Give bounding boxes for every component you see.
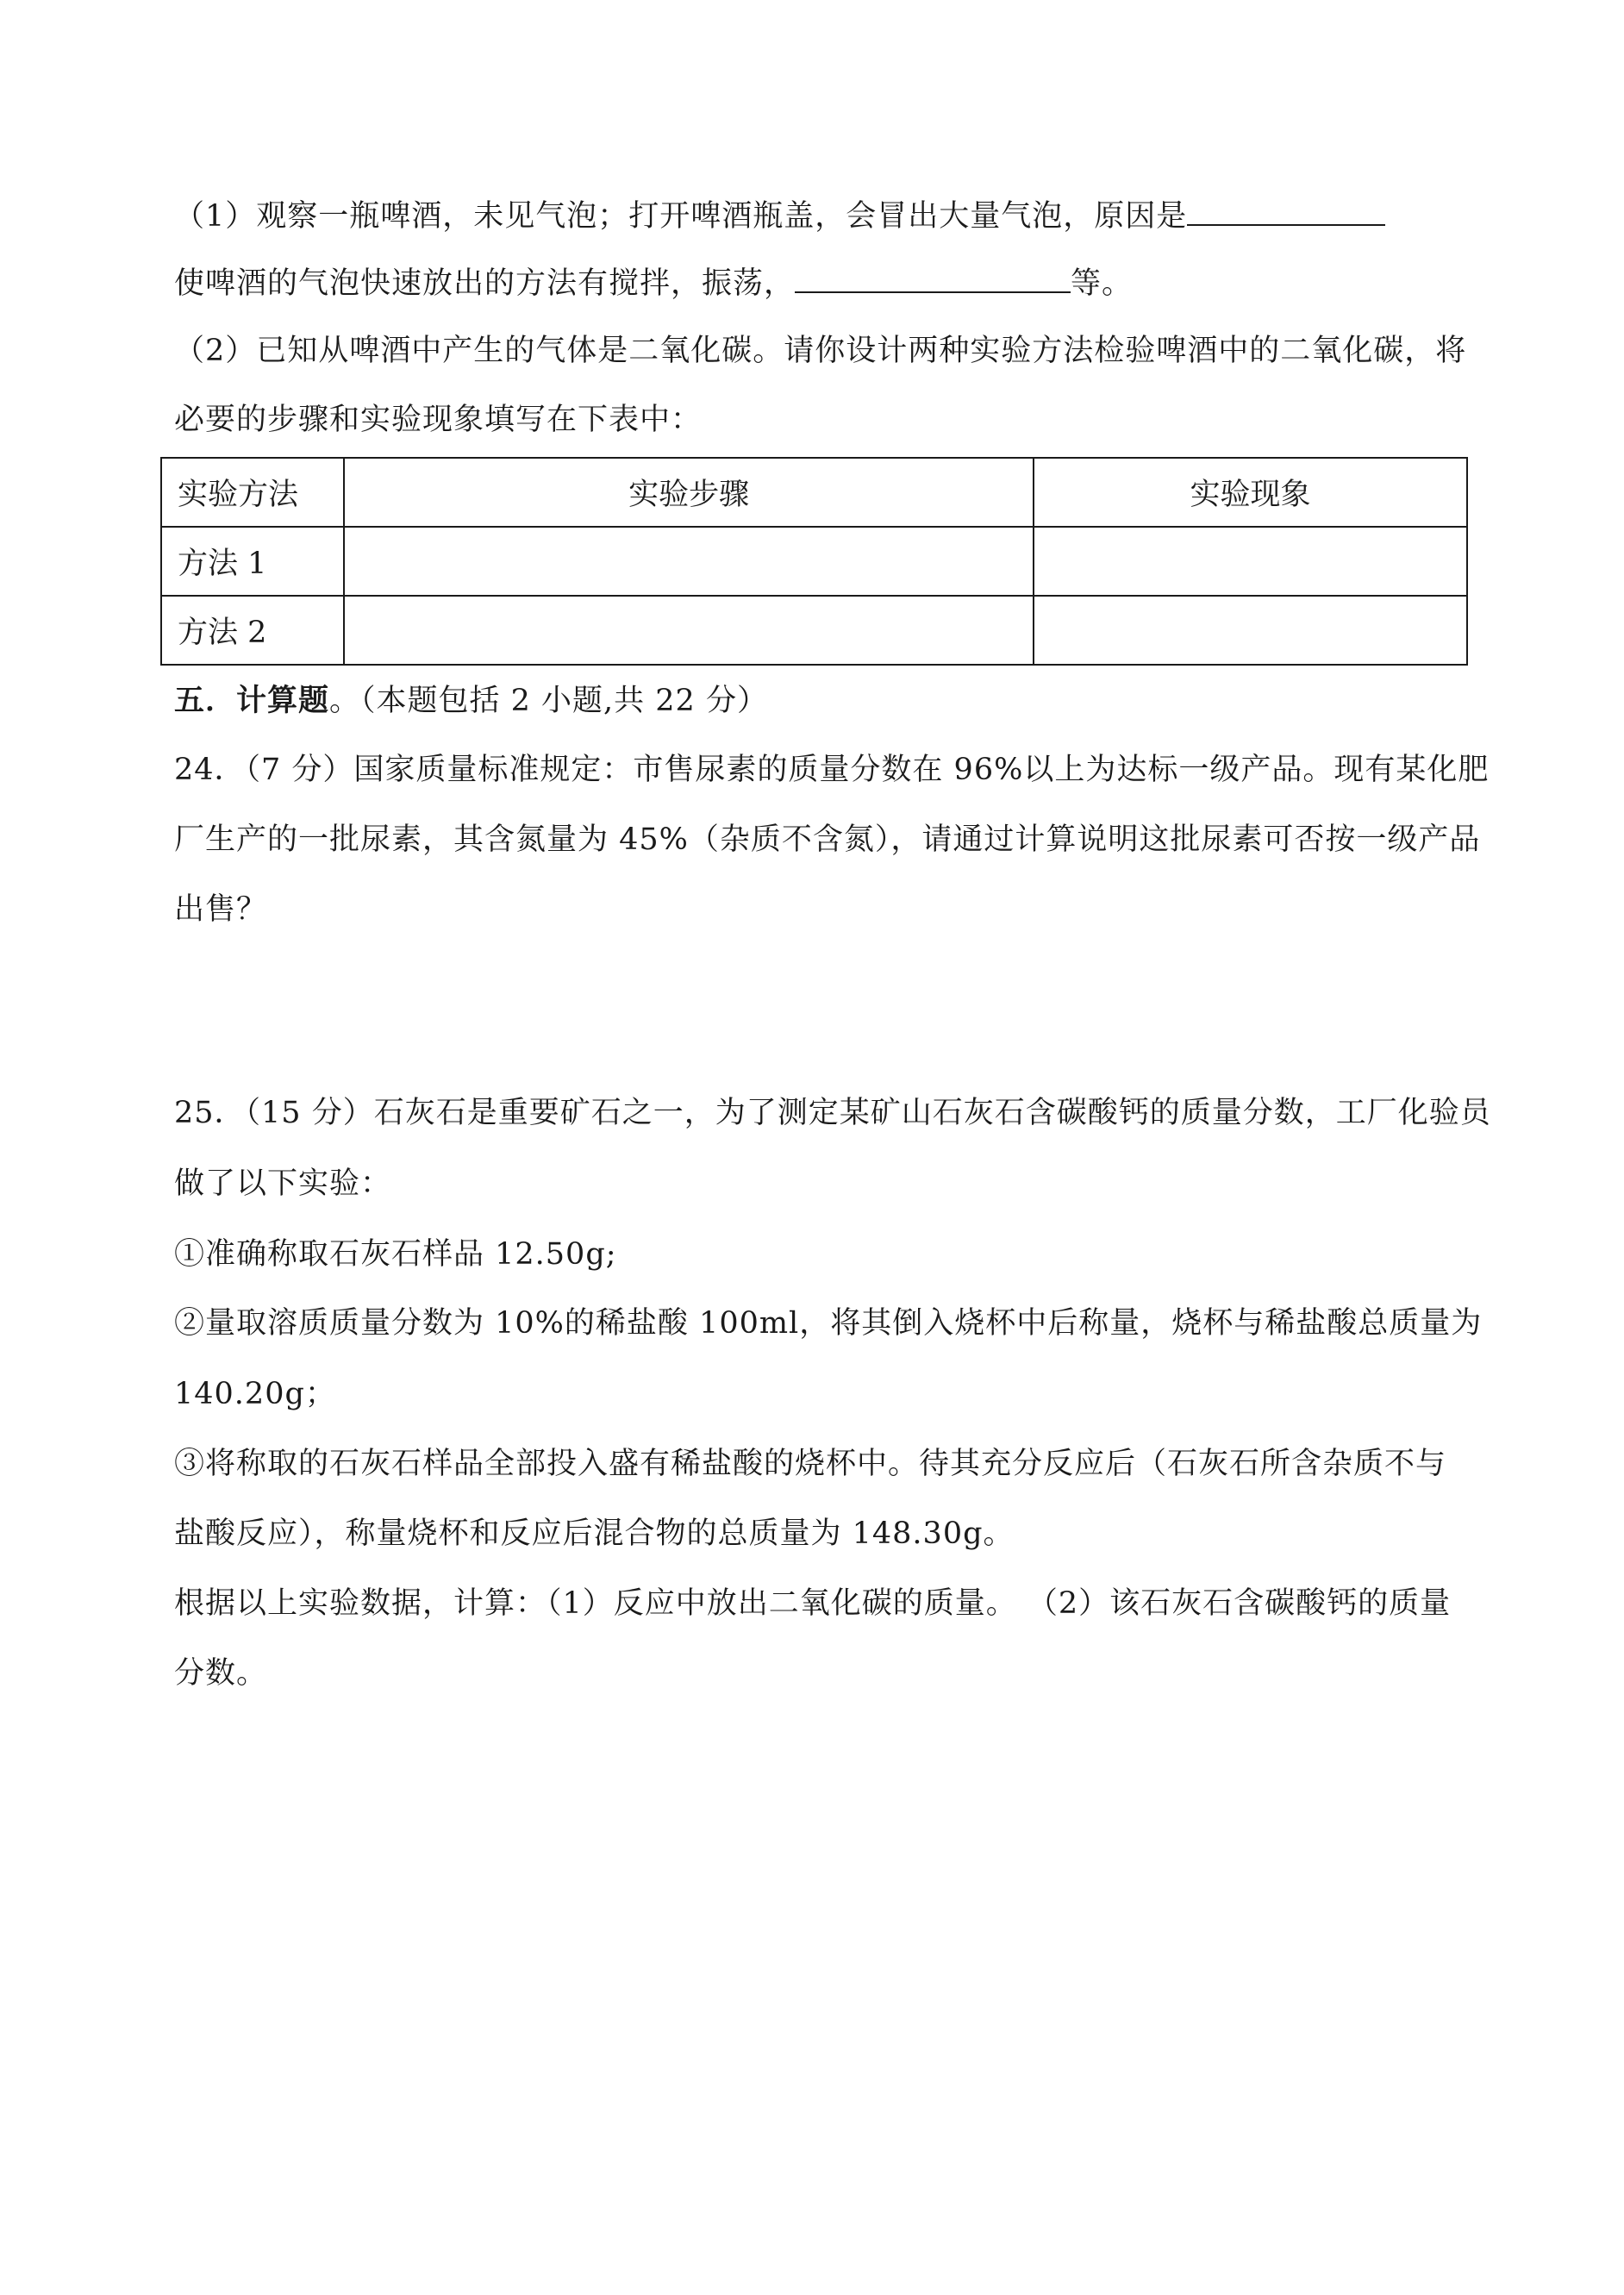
q24-line3: 出售？ [174,892,268,927]
row1-steps-cell[interactable] [344,527,1034,596]
q23-part2-line1: （2）已知从啤酒中产生的气体是二氧化碳。请你设计两种实验方法检验啤酒中的二氧化碳，将 [174,334,1467,368]
experiment-table [160,457,1468,666]
q25-step1: ①准确称取石灰石样品 12.50g; [174,1237,617,1272]
q25-step2-line2: 140.20g； [174,1377,336,1411]
answer-blank-1[interactable] [1187,195,1385,226]
q25-ask-line1: 根据以上实验数据，计算：（1）反应中放出二氧化碳的质量。 （2）该石灰石含碳酸钙的质量 [174,1586,1452,1621]
q24-line2: 厂生产的一批尿素，其含氮量为 45%（杂质不含氮），请通过计算说明这批尿素可否按一级产品 [174,822,1481,857]
section5-note: 。（本题包括 2 小题,共 22 分） [329,684,768,718]
row2-steps-cell[interactable] [344,596,1034,665]
table-row [161,527,1467,596]
q25-ask-line2: 分数。 [174,1656,268,1691]
table-header-row [161,458,1467,527]
section5-heading: 五．计算题 [174,683,330,718]
row2-phenomenon-cell[interactable] [1034,596,1467,665]
q23-part1-text: （1）观察一瓶啤酒，未见气泡；打开啤酒瓶盖，会冒出大量气泡，原因是 [174,199,1188,234]
row2-method: 方法 2 [161,596,344,665]
q24-line1: 24．（7 分）国家质量标准规定：市售尿素的质量分数在 96%以上为达标一级产品。现有某化肥 [174,753,1490,787]
answer-blank-2[interactable] [795,262,1071,293]
header-method: 实验方法 [161,458,344,527]
q25-step2-line1: ②量取溶质质量分数为 10%的稀盐酸 100ml，将其倒入烧杯中后称量，烧杯与稀盐酸总质量为 [174,1306,1483,1341]
q25-step3-line1: ③将称取的石灰石样品全部投入盛有稀盐酸的烧杯中。待其充分反应后（石灰石所含杂质不与 [174,1447,1447,1481]
q23-part2-line2: 必要的步骤和实验现象填写在下表中： [174,403,703,437]
header-phenomenon: 实验现象 [1034,458,1467,527]
table-row [161,596,1467,665]
q23-part1-line1 [174,195,1385,235]
row1-method: 方法 1 [161,527,344,596]
q25-line2: 做了以下实验： [174,1166,392,1201]
row1-phenomenon-cell[interactable] [1034,527,1467,596]
q23-part1-text-a: 使啤酒的气泡快速放出的方法有搅拌，振荡， [174,266,796,301]
q25-step3-line2: 盐酸反应），称量烧杯和反应后混合物的总质量为 148.30g。 [174,1516,1015,1551]
section5-heading-line [174,682,768,720]
q23-part1-line2 [174,262,1133,303]
q23-part1-text-b: 等。 [1071,266,1134,301]
q25-line1: 25．（15 分）石灰石是重要矿石之一，为了测定某矿山石灰石含碳酸钙的质量分数，工厂化验员 [174,1096,1491,1130]
header-steps: 实验步骤 [344,458,1034,527]
